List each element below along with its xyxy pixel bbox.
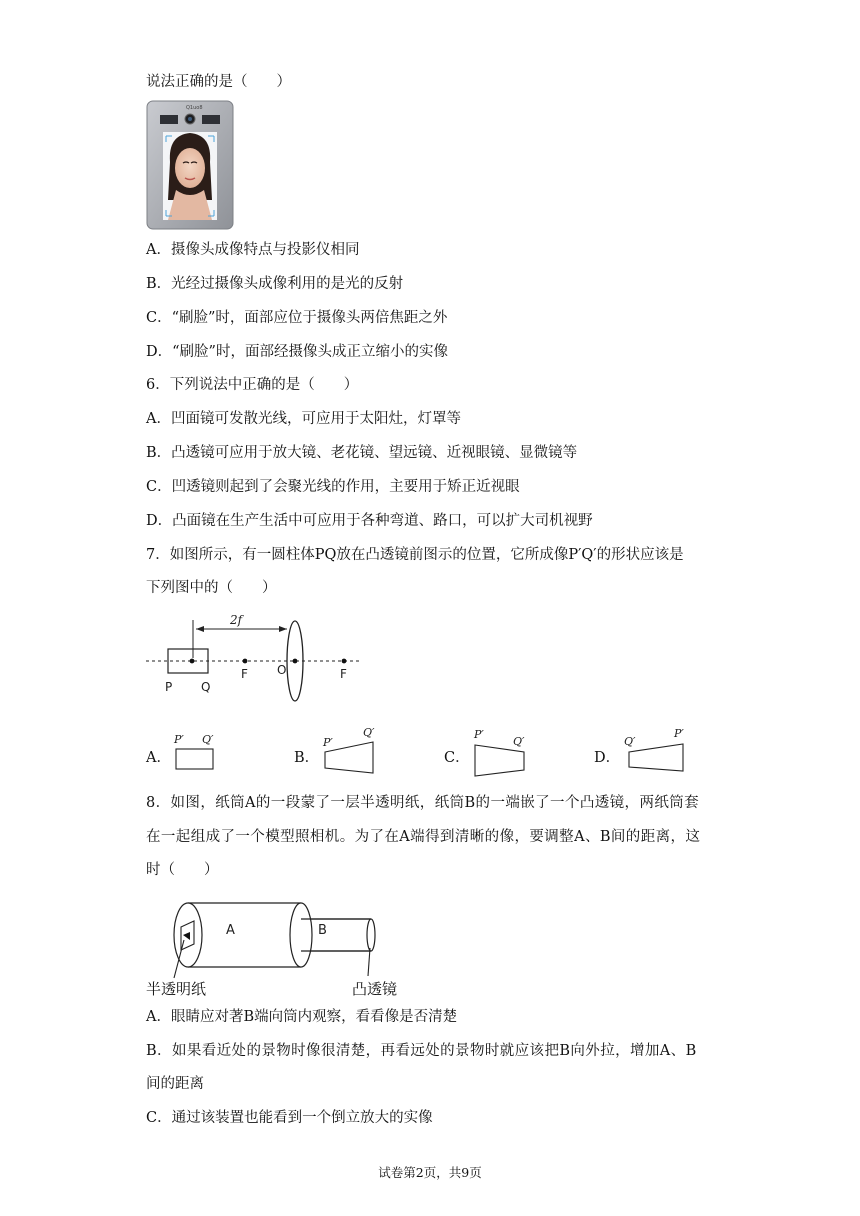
q8-option-c: C．通过该装置也能看到一个倒立放大的实像	[146, 1110, 433, 1126]
q8-camera-diagram	[146, 896, 406, 1002]
q8-option-b-cont: 间的距离	[146, 1076, 204, 1092]
label-q: Q	[201, 680, 211, 694]
q7-option-b-letter: B．	[294, 750, 320, 766]
q8-stem-line3: 时（ ）	[146, 862, 219, 878]
q6-stem: 6．下列说法中正确的是（ ）	[146, 377, 359, 393]
q8-option-a: A．眼睛应对著B端向筒内观察，看看像是否清楚	[146, 1009, 458, 1025]
q5-option-b: B．光经过摄像头成像利用的是光的反射	[146, 276, 404, 292]
svg-text:P′: P′	[474, 728, 484, 741]
label-lens: 凸透镜	[352, 980, 398, 998]
lens-end	[367, 919, 375, 951]
svg-text:P′: P′	[323, 736, 333, 749]
q8-option-b: B．如果看近处的景物时像很清楚，再看远处的景物时就应该把B向外拉，增加A、B	[146, 1043, 697, 1059]
q7-option-b-shape	[318, 722, 382, 778]
q7-option-c-shape	[468, 724, 532, 780]
svg-text:P′: P′	[674, 727, 684, 740]
face-scanner-photo	[146, 100, 234, 230]
q7-option-a-letter: A．	[146, 750, 171, 766]
q7-lens-diagram	[146, 612, 366, 707]
q5-option-d: D．“刷脸”时，面部经摄像头成正立缩小的实像	[146, 344, 448, 360]
label-tube-a: A	[226, 923, 235, 938]
q7-stem-line1: 7．如图所示，有一圆柱体PQ放在凸透镜前图示的位置，它所成像P′Q′的形状应该是	[146, 547, 684, 563]
label-f-right: F	[340, 667, 347, 681]
svg-text:Q′: Q′	[513, 735, 525, 748]
svg-text:Q′: Q′	[202, 733, 214, 746]
q6-option-c: C．凹透镜则起到了会聚光线的作用，主要用于矫正近视眼	[146, 479, 520, 495]
label-p: P	[165, 680, 173, 694]
q6-option-d: D．凸面镜在生产生活中可应用于各种弯道、路口，可以扩大司机视野	[146, 513, 593, 529]
label-paper: 半透明纸	[146, 980, 207, 998]
q5-option-c: C．“刷脸”时，面部应位于摄像头两倍焦距之外	[146, 310, 448, 326]
q8-stem-line1: 8．如图，纸筒A的一段蒙了一层半透明纸，纸筒B的一端嵌了一个凸透镜，两纸筒套	[146, 795, 700, 811]
svg-text:P′: P′	[174, 733, 184, 746]
q6-option-b: B．凸透镜可应用于放大镜、老花镜、望远镜、近视眼镜、显微镜等	[146, 445, 578, 461]
label-tube-b: B	[318, 923, 327, 938]
q7-option-a-shape	[170, 730, 220, 774]
photo-brand-text: Q1uo8	[186, 105, 203, 111]
svg-text:Q′: Q′	[363, 726, 375, 739]
svg-text:Q′: Q′	[624, 735, 636, 748]
q7-option-d-shape	[620, 724, 692, 774]
q6-option-a: A．凹面镜可发散光线，可应用于太阳灶，灯罩等	[146, 411, 461, 427]
q5-option-a: A．摄像头成像特点与投影仪相同	[146, 242, 360, 258]
page-footer: 试卷第2页，共9页	[378, 1165, 482, 1180]
q8-stem-line2: 在一起组成了一个模型照相机。为了在A端得到清晰的像，要调整A、B间的距离，这	[146, 829, 701, 845]
label-f-left: F	[241, 667, 248, 681]
label-o: O	[277, 663, 287, 677]
q7-option-c-letter: C．	[444, 750, 470, 766]
q5-stem-tail: 说法正确的是（ ）	[146, 74, 291, 90]
dist-2f-label: 2f	[230, 613, 243, 627]
q7-option-d-letter: D．	[594, 750, 621, 766]
q7-stem-line2: 下列图中的（ ）	[146, 580, 277, 596]
